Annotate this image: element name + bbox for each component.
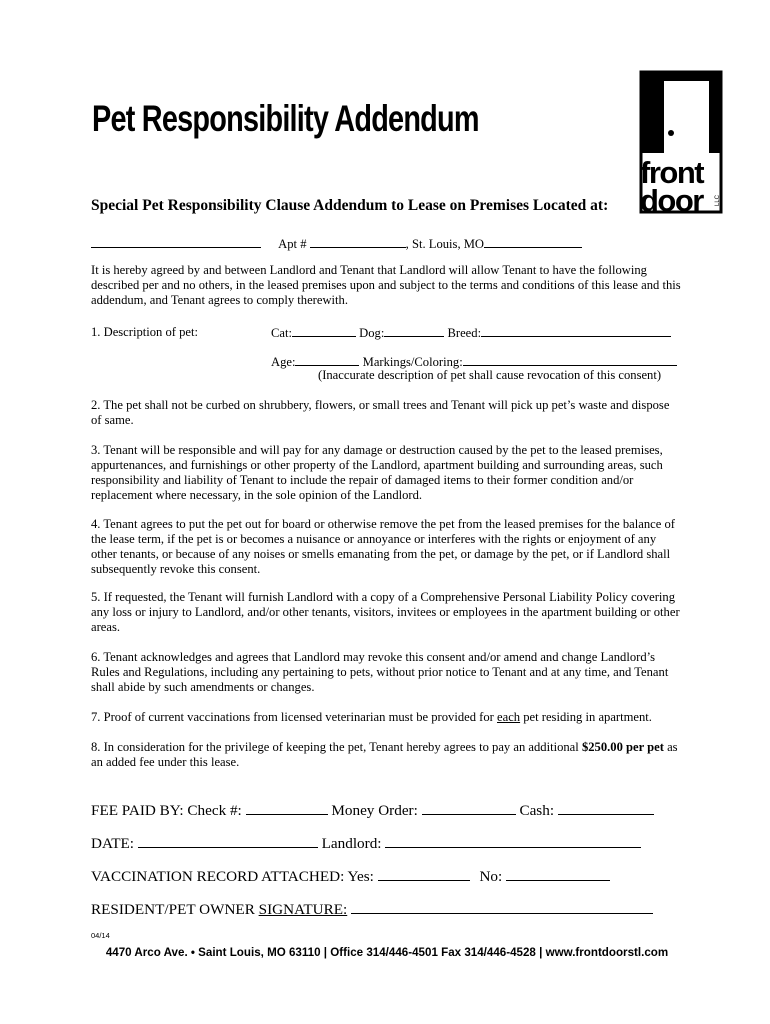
logo-text-front: front bbox=[640, 155, 704, 190]
dog-blank[interactable] bbox=[384, 325, 444, 337]
date-blank[interactable] bbox=[138, 834, 318, 848]
address-blank[interactable] bbox=[91, 236, 261, 248]
cash-blank[interactable] bbox=[558, 801, 654, 815]
logo-text-llc: LLC bbox=[715, 194, 721, 206]
zip-blank[interactable] bbox=[484, 236, 582, 248]
markings-blank[interactable] bbox=[463, 354, 677, 366]
money-order-label: Money Order: bbox=[331, 802, 418, 819]
age-label: Age: bbox=[271, 355, 296, 369]
vaccination-row bbox=[91, 867, 610, 886]
dog-label: Dog: bbox=[359, 326, 385, 340]
item8-text-end: as an added fee under this lease. bbox=[91, 740, 678, 769]
city-label: , St. Louis, MO bbox=[405, 237, 485, 251]
address-line bbox=[91, 236, 582, 252]
description-note: (Inaccurate description of pet shall cause revocation of this consent) bbox=[318, 368, 662, 382]
vaccination-no-label: No: bbox=[479, 868, 503, 885]
footer-contact: 4470 Arco Ave. • Saint Louis, MO 63110 | Office 314/446-4501 Fax 314/446-4528 | www.frontdoorstl.com bbox=[105, 946, 669, 959]
item1-label: 1. Description of pet: bbox=[91, 325, 199, 339]
breed-label: Breed: bbox=[447, 326, 482, 340]
item2-paragraph: 2. The pet shall not be curbed on shrubbery, flowers, or small trees and Tenant will pick up pet’s waste and dispose of same. bbox=[91, 398, 670, 427]
cash-label: Cash: bbox=[519, 802, 555, 819]
item7-text: 7. Proof of current vaccinations from licensed veterinarian must be provided for bbox=[91, 710, 498, 724]
vaccination-yes-blank[interactable] bbox=[378, 867, 470, 881]
signature-row bbox=[91, 900, 653, 919]
fee-label: FEE PAID BY: Check #: bbox=[91, 802, 242, 819]
item5-paragraph: 5. If requested, the Tenant will furnish Landlord with a copy of a Comprehensive Personal Liability Policy covering any loss or injury to Landlord, and/or other tenants, visitors, invitees or employees in the apartment building or other areas. bbox=[91, 590, 680, 634]
markings-label: Markings/Coloring: bbox=[362, 355, 463, 369]
age-blank[interactable] bbox=[295, 354, 359, 366]
item6-paragraph: 6. Tenant acknowledges and agrees that Landlord may revoke this consent and/or amend and change Landlord’s Rules and Regulations, including any pertaining to pets, without prior notice to Tenant and at any time, and Tenant shall abide by such amendments or changes. bbox=[91, 650, 669, 694]
item3-paragraph: 3. Tenant will be responsible and will pay for any damage or destruction caused by the pet to the leased premises, appurtenances, and furnishings or other property of the Landlord, apartment building and surrounding areas, such responsibility and liability of Tenant to include the repair of damaged items to their former condition and/or replacement where necessary, in the sole opinion of the Landlord. bbox=[91, 443, 663, 502]
signature-label: RESIDENT/PET OWNER bbox=[91, 901, 259, 918]
item7-paragraph bbox=[91, 710, 683, 725]
date-row bbox=[91, 834, 641, 853]
vaccination-no-blank[interactable] bbox=[506, 867, 610, 881]
item7-emphasis: each bbox=[497, 710, 521, 724]
item8-paragraph bbox=[91, 740, 683, 770]
money-order-blank[interactable] bbox=[422, 801, 516, 815]
fee-row bbox=[91, 801, 654, 820]
item4-paragraph: 4. Tenant agrees to put the pet out for board or otherwise remove the pet from the leased premises for the balance of the lease term, if the pet is or becomes a nuisance or annoyance or interferes with the rights or enjoyment of any other tenants, or because of any noises or smells emanating from the pet, or damage by the pet, or if Landlord shall subsequently revoke this consent. bbox=[91, 517, 675, 576]
apt-blank[interactable] bbox=[310, 236, 406, 248]
signature-label-underlined: SIGNATURE: bbox=[258, 901, 348, 918]
pet-fee-amount: $250.00 per pet bbox=[581, 740, 664, 754]
document-title: Pet Responsibility Addendum bbox=[92, 98, 479, 139]
apt-label: Apt # bbox=[278, 237, 307, 251]
vaccination-label: VACCINATION RECORD ATTACHED: Yes: bbox=[91, 868, 374, 885]
breed-blank[interactable] bbox=[481, 325, 671, 337]
date-label: DATE: bbox=[91, 835, 135, 852]
form-revision-date: 04/14 bbox=[91, 931, 110, 940]
item8-text: 8. In consideration for the privilege of keeping the pet, Tenant hereby agrees to pay an additional bbox=[91, 740, 582, 754]
cat-label: Cat: bbox=[271, 326, 292, 340]
pet-description-row bbox=[271, 325, 671, 341]
check-number-blank[interactable] bbox=[246, 801, 328, 815]
intro-paragraph: It is hereby agreed by and between Landlord and Tenant that Landlord will allow Tenant to have the following described per and no others, in the leased premises upon and subject to the terms and conditions of this lease and this addendum, and Tenant agrees to comply therewith. bbox=[91, 263, 681, 307]
signature-blank[interactable] bbox=[351, 900, 653, 914]
logo-text-door: door bbox=[640, 183, 703, 218]
front-door-logo bbox=[637, 70, 727, 218]
landlord-blank[interactable] bbox=[385, 834, 641, 848]
cat-blank[interactable] bbox=[292, 325, 356, 337]
item7-text-end: pet residing in apartment. bbox=[520, 710, 652, 724]
landlord-label: Landlord: bbox=[321, 835, 382, 852]
subheading: Special Pet Responsibility Clause Addendum to Lease on Premises Located at: bbox=[91, 197, 609, 214]
